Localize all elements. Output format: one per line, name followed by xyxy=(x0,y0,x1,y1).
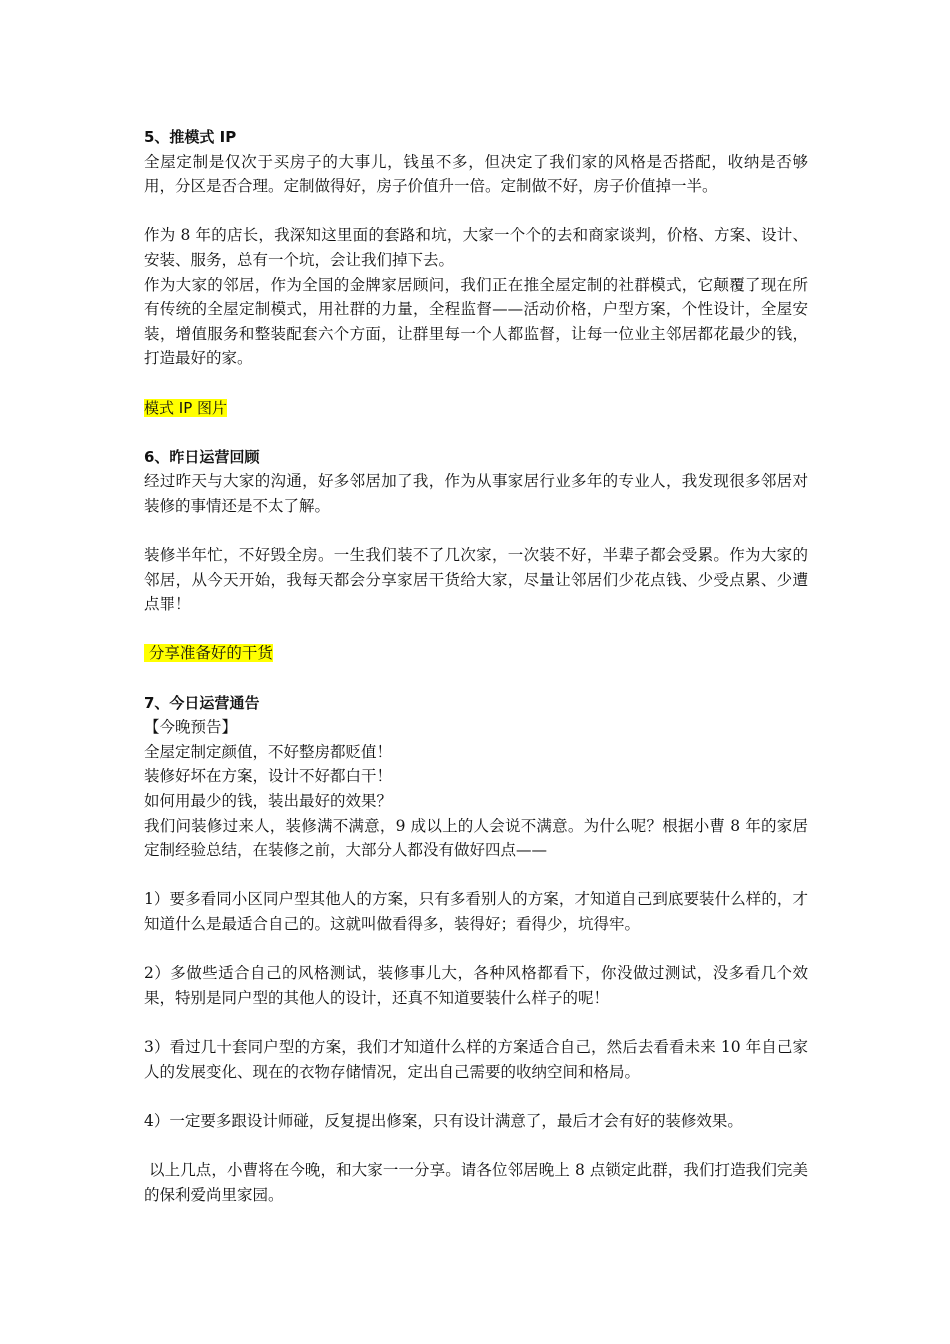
section-7-point-2: 2）多做些适合自己的风格测试，装修事儿大，各种风格都看下，你没做过测试，没多看几个效果，特别是同户型的其他人的设计，还真不知道要装什么样子的呢！ xyxy=(144,964,808,1007)
section-7-point-1: 1）要多看同小区同户型其他人的方案，只有多看别人的方案，才知道自己到底要装什么样的，才知道什么是最适合自己的。这就叫做看得多，装得好；看得少，坑得牢。 xyxy=(144,890,808,933)
section-5-paragraph-3: 作为大家的邻居，作为全国的金牌家居顾问，我们正在推全屋定制的社群模式，它颠覆了现在所有传统的全屋定制模式，用社群的力量，全程监督——活动价格，户型方案，个性设计，全屋安装，增值服务和整装配套六个方面，让群里每一个人都监督，让每一位业主邻居都花最少的钱，打造最好的家。 xyxy=(144,275,808,368)
section-6-heading: 6、昨日运营回顾 xyxy=(144,447,260,466)
announcement-line: 如何用最少的钱，装出最好的效果？ xyxy=(144,792,393,811)
section-5-paragraph-2: 作为 8 年的店长，我深知这里面的套路和坑，大家一个个的去和商家谈判，价格、方案、设计、安装、服务，总有一个坑，会让我们掉下去。 xyxy=(144,226,808,269)
section-5-heading: 5、推模式 IP xyxy=(144,128,237,146)
section-6-highlight: 分享准备好的干货 xyxy=(144,644,273,663)
document-body xyxy=(144,125,808,1207)
section-6-paragraph-1: 经过昨天与大家的沟通，好多邻居加了我，作为从事家居行业多年的专业人，我发现很多邻居对装修的事情还是不太了解。 xyxy=(144,472,808,515)
announcement-line: 全屋定制定颜值，不好整房都贬值！ xyxy=(144,742,393,761)
section-7-point-3: 3）看过几十套同户型的方案，我们才知道什么样的方案适合自己，然后去看看未来 10 年自己家人的发展变化、现在的衣物存储情况，定出自己需要的收纳空间和格局。 xyxy=(144,1037,808,1081)
section-5-highlight: 模式 IP 图片 xyxy=(144,398,228,417)
section-6-paragraph-2: 装修半年忙，不好毁全房。一生我们装不了几次家，一次装不好，半辈子都会受累。作为大家的邻居，从今天开始，我每天都会分享家居干货给大家，尽量让邻居们少花点钱、少受点累、少遭点罪！ xyxy=(144,546,808,614)
section-7-intro: 我们问装修过来人，装修满不满意，9 成以上的人会说不满意。为什么呢？根据小曹 8 年的家居定制经验总结，在装修之前，大部分人都没有做好四点—— xyxy=(144,816,808,860)
section-5-paragraph-1: 全屋定制是仅次于买房子的大事儿，钱虽不多，但决定了我们家的风格是否搭配，收纳是否够用，分区是否合理。定制做得好，房子价值升一倍。定制做不好，房子价值掉一半。 xyxy=(144,152,808,196)
announcement-line: 装修好坏在方案，设计不好都白干！ xyxy=(144,767,393,786)
announcement-line: 【今晚预告】 xyxy=(144,718,238,737)
section-7-closing: 以上几点，小曹将在今晚，和大家一一分享。请各位邻居晚上 8 点锁定此群，我们打造我们完美的保利爱尚里家园。 xyxy=(144,1160,809,1204)
section-7-heading: 7、今日运营通告 xyxy=(144,693,260,712)
section-7-point-4: 4）一定要多跟设计师碰，反复提出修案，只有设计满意了，最后才会有好的装修效果。 xyxy=(144,1111,743,1130)
